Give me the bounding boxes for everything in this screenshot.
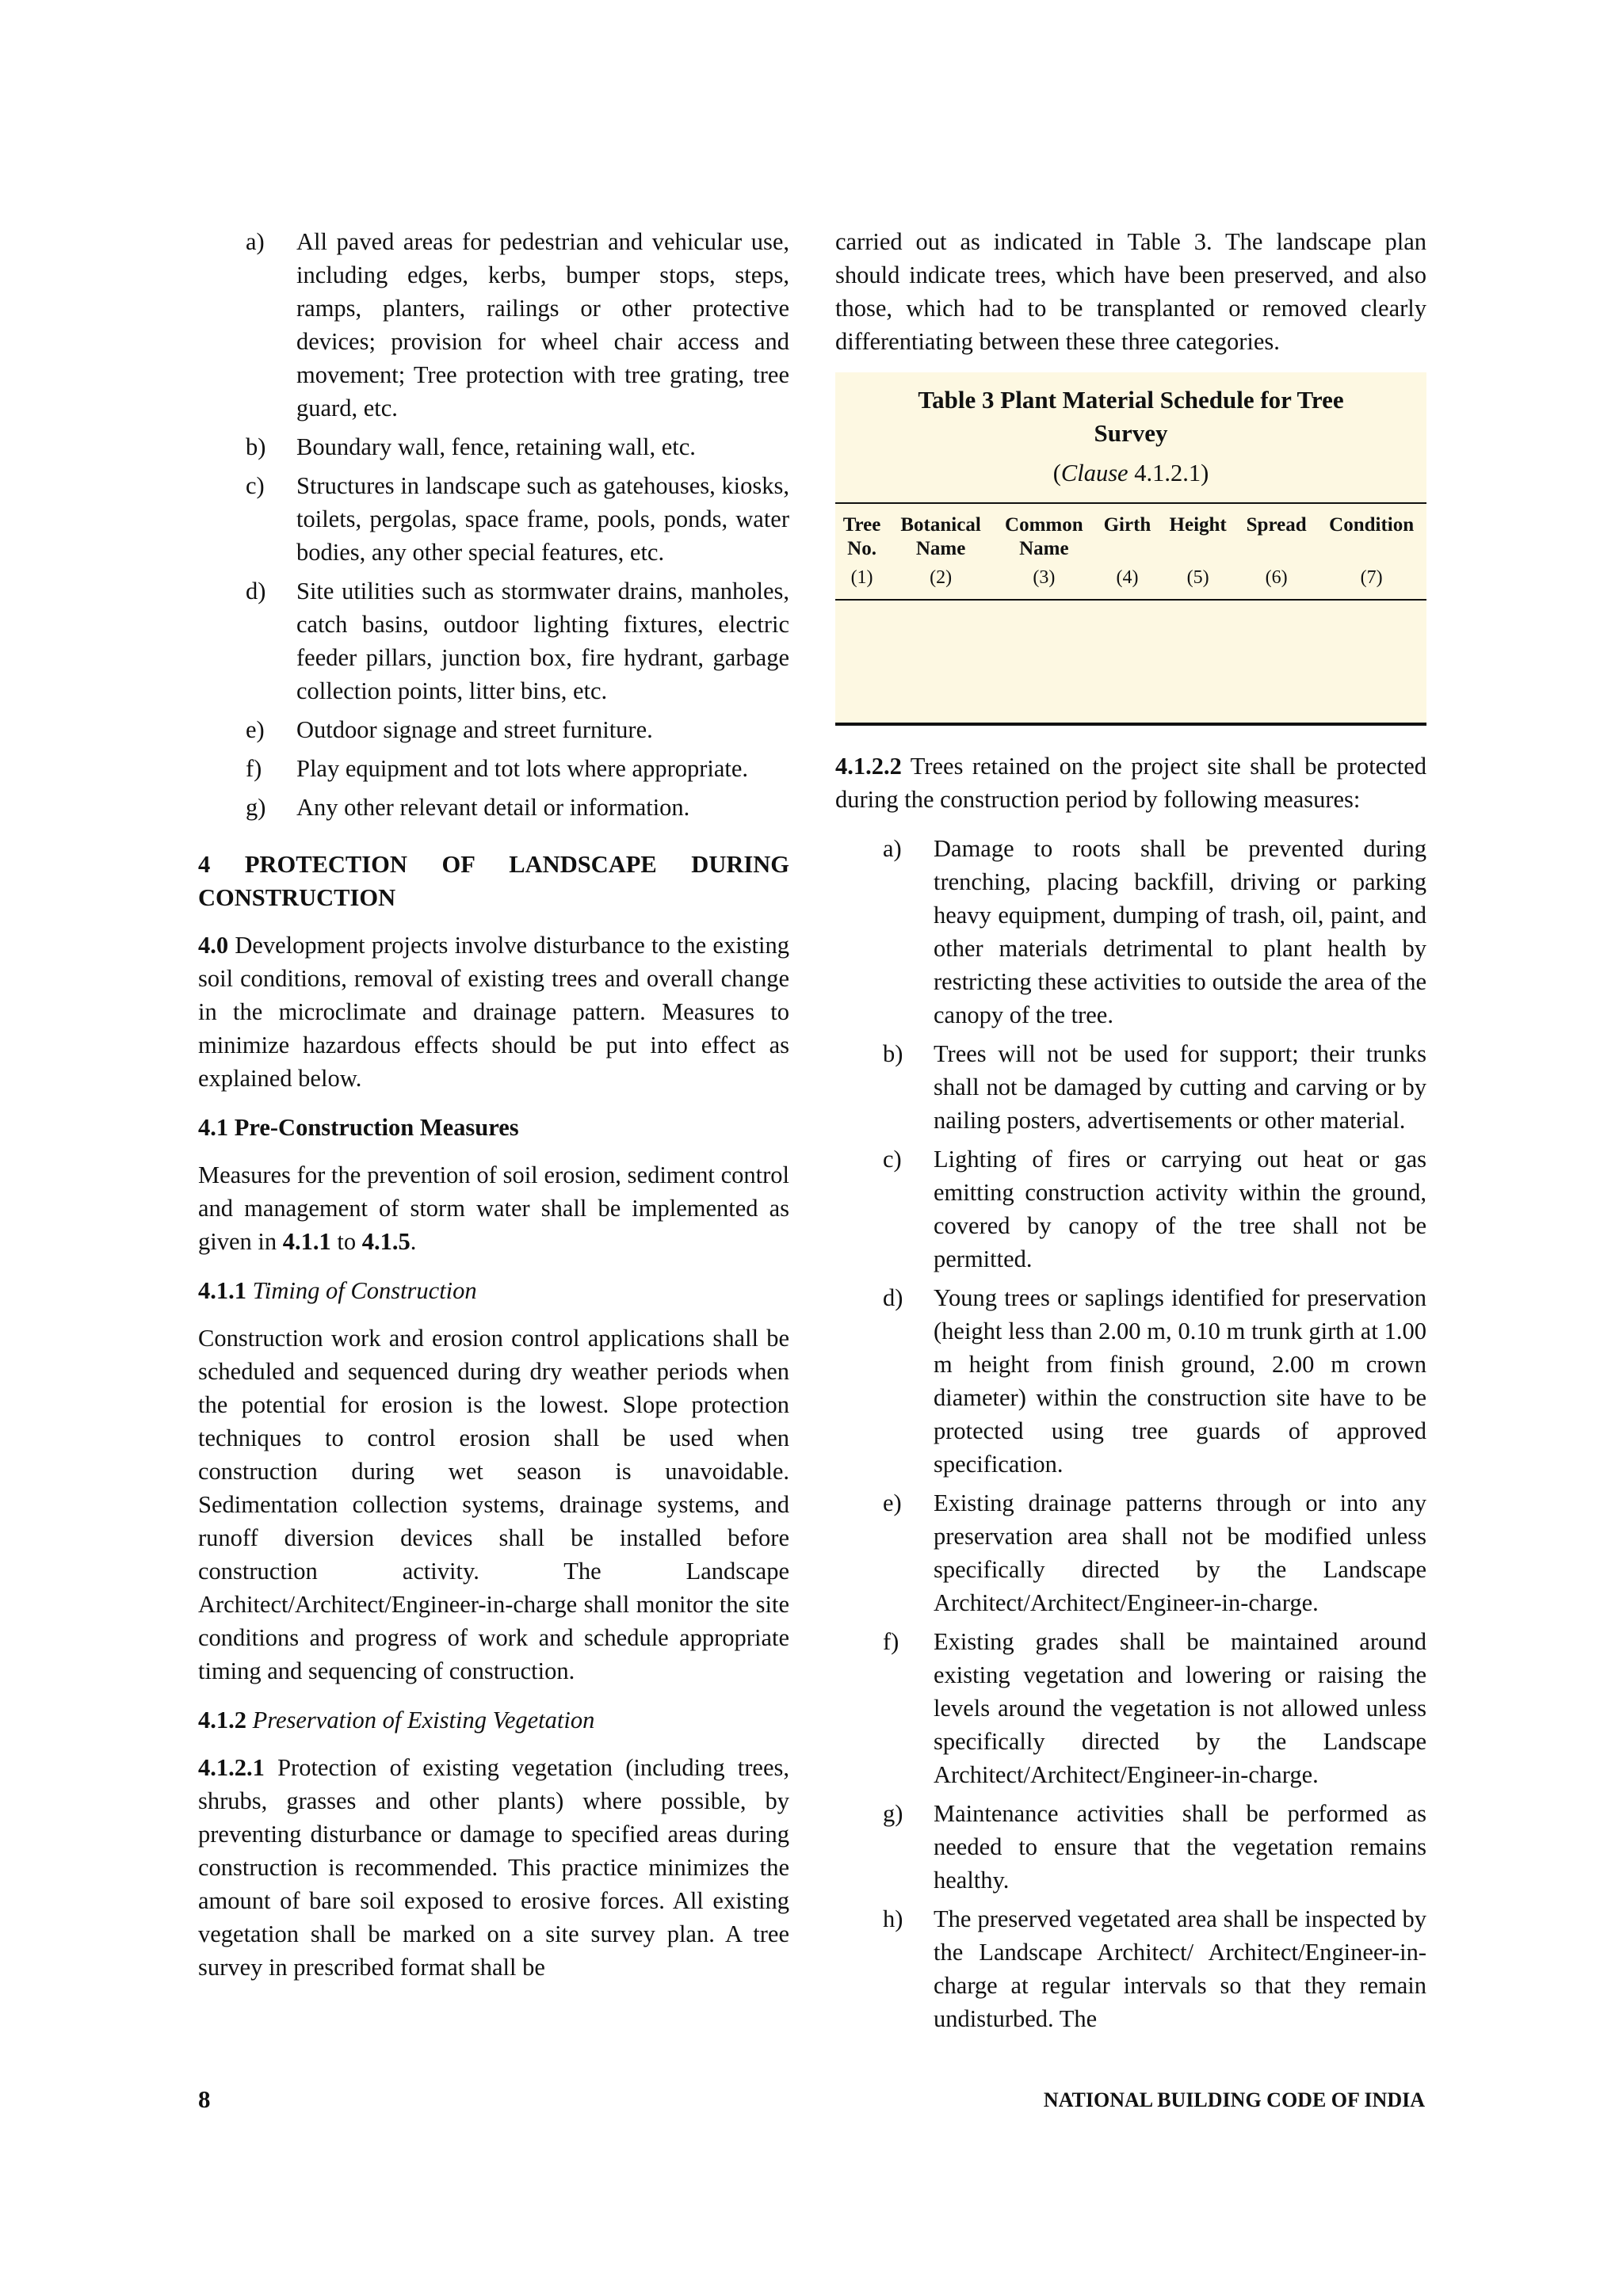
column-header: Spread [1246, 514, 1307, 536]
paragraph-4-1-1: Construction work and erosion control applications shall be scheduled and sequenced during dry weather periods when the potential for erosion is the lowest. Slope protection techniques to control erosion shall be used when construction during wet season is unavoidable. Sedimentation collection systems, drainage systems, and runoff diversion devices shall be installed before construction activity. The Landscape Architect/Architect/Engineer-in-charge shall monitor the site conditions and progress of work and schedule appropriate timing and sequencing of construction. [198, 1325, 789, 1684]
list-item: f) Existing grades shall be maintained around existing vegetation and lowering or raising the levels around the vegetation is not allowed unless specifically directed by the Landscape Architect/Architect/Engineer-in-charge. [883, 1628, 1426, 1788]
column-header: Condition [1329, 514, 1415, 536]
list-item: g) Any other relevant detail or information. [246, 794, 690, 821]
column-header: Tree No. [842, 514, 881, 559]
list-item: e) Existing drainage patterns through or into any preservation area shall not be modified unless specifically directed by the Landscape Architect/Architect/Engineer-in-charge. [883, 1489, 1426, 1616]
schedule-table [835, 504, 1426, 599]
list-item: f) Play equipment and tot lots where appropriate. [246, 755, 749, 782]
paragraph-continuation: carried out as indicated in Table 3. The landscape plan should indicate trees, which have been preserved, and also those, which had to be transplanted or removed clearly differentiating between these three categories. [835, 228, 1426, 355]
column-number: (1) [850, 567, 873, 588]
clause-number: 4.0 [198, 932, 229, 959]
paragraph-4-0: 4.0 Development projects involve disturbance to the existing soil conditions, removal of existing trees and overall change in the microclimate and drainage pattern. Measures to minimize hazardous effects should be put into effect as explained below. [198, 932, 789, 1092]
paragraph-4-1-2-1: 4.1.2.1 Protection of existing vegetation (including trees, shrubs, grasses and other plants) where possible, by preventing disturbance or damage to specified areas during construction is recommended. This practice minimizes the amount of bare soil exposed to erosive forces. All existing vegetation shall be marked on a site survey plan. A tree survey in prescribed format shall be [198, 1754, 790, 1981]
column-number: (7) [1360, 567, 1383, 588]
heading-4-1-1: 4.1.1 Timing of Construction [198, 1277, 477, 1304]
clause-number: 4.1.2.1 [198, 1754, 265, 1781]
list-item: b) Trees will not be used for support; their trunks shall not be damaged by cutting and carving or by nailing posters, advertisements or other material. [883, 1040, 1426, 1134]
right-column [835, 225, 1426, 2051]
column-header: Common Name [1005, 514, 1083, 559]
list-item: a) Damage to roots shall be prevented during trenching, placing backfill, driving or parking heavy equipment, dumping of trash, oil, paint, and other materials detrimental to plant health by restricting these activities to outside the area of the canopy of the tree. [883, 835, 1426, 1028]
publication-title: NATIONAL BUILDING CODE OF INDIA [1043, 2088, 1425, 2111]
paragraph-4-1-2-2: 4.1.2.2 Trees retained on the project site shall be protected during the construction period by following measures: [835, 753, 1427, 813]
left-column [198, 225, 789, 2000]
column-number: (5) [1186, 567, 1209, 588]
table-clause: (Clause 4.1.2.1) [1052, 460, 1209, 486]
heading-4-1: 4.1 Pre-Construction Measures [198, 1114, 519, 1141]
list-item: c) Structures in landscape such as gatehouses, kiosks, toilets, pergolas, space frame, pools, ponds, water bodies, any other special features, etc. [246, 472, 789, 566]
column-number: (4) [1116, 567, 1139, 588]
paragraph-4-1: Measures for the prevention of soil erosion, sediment control and management of storm water shall be implemented as given in 4.1.1 to 4.1.5. [198, 1161, 789, 1255]
column-header: Girth [1103, 514, 1151, 536]
column-number: (2) [930, 567, 953, 588]
table-title: Table 3 Plant Material Schedule for Tree Survey [918, 386, 1344, 447]
column-header: Botanical Name [900, 514, 981, 559]
site-details-list [198, 225, 789, 824]
section-4-heading: 4 PROTECTION OF LANDSCAPE DURING CONSTRUCTION [198, 851, 789, 911]
table-header-row [835, 504, 1426, 564]
table-number-row [835, 564, 1426, 599]
table-3 [835, 372, 1426, 726]
list-item: d) Site utilities such as stormwater drains, manholes, catch basins, outdoor lighting fixtures, electric feeder pillars, junction box, fire hydrant, garbage collection points, litter bins, etc. [246, 578, 789, 704]
list-item: d) Young trees or saplings identified for preservation (height less than 2.00 m, 0.10 m trunk girth at 1.00 m height from finish ground, 2.00 m crown diameter) within the construction site have to be protected using tree guards of approved specification. [883, 1284, 1426, 1478]
page-number: 8 [198, 2085, 211, 2113]
table-empty-body [835, 599, 1426, 723]
list-item: h) The preserved vegetated area shall be inspected by the Landscape Architect/ Architect/Engineer-in-charge at regular intervals so that they remain undisturbed. The [883, 1905, 1426, 2032]
column-number: (3) [1033, 567, 1056, 588]
clause-ref: 4.1.5 [361, 1228, 411, 1255]
heading-4-1-2: 4.1.2 Preservation of Existing Vegetation [198, 1707, 595, 1733]
list-item: e) Outdoor signage and street furniture. [246, 716, 653, 743]
list-item: a) All paved areas for pedestrian and vehicular use, including edges, kerbs, bumper stops, steps, ramps, planters, railings or other protective devices; provision for wheel chair access and movement; Tree protection with tree grating, tree guard, etc. [246, 228, 789, 421]
column-number: (6) [1265, 567, 1288, 588]
clause-ref: 4.1.1 [282, 1228, 331, 1255]
column-header: Height [1169, 514, 1227, 536]
list-item: b) Boundary wall, fence, retaining wall, etc. [246, 433, 696, 460]
list-item: c) Lighting of fires or carrying out heat or gas emitting construction activity within the ground, covered by canopy of the tree shall not be permitted. [883, 1146, 1426, 1272]
list-item: g) Maintenance activities shall be performed as needed to ensure that the vegetation remains healthy. [883, 1800, 1426, 1894]
clause-number: 4.1.2.2 [835, 753, 902, 780]
protection-measures-list [835, 832, 1426, 2035]
